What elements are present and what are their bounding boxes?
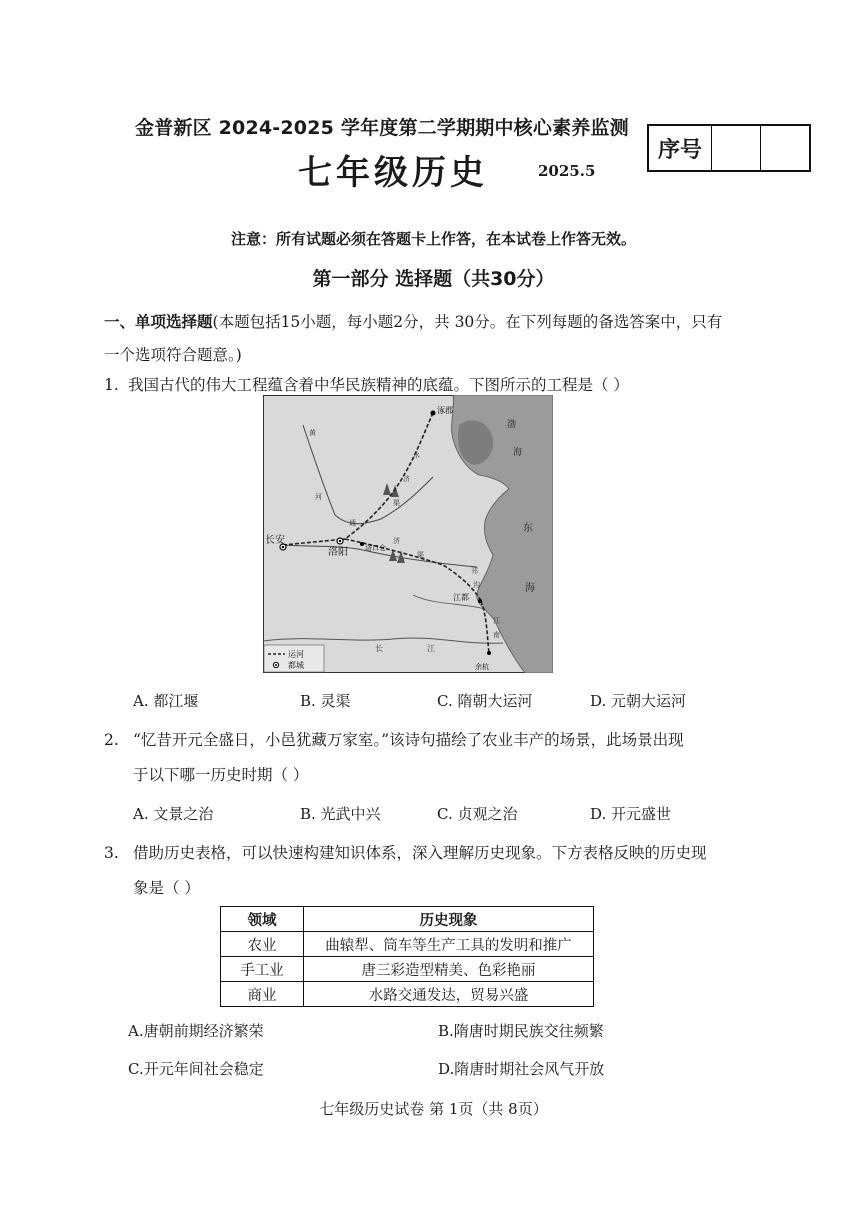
q2-option-b[interactable]: B. 光武中兴: [300, 805, 381, 823]
map-label-luoyang: 洛阳: [328, 547, 348, 558]
serial-label: 序号: [649, 126, 712, 170]
map-label-donghai-2: 海: [525, 583, 535, 594]
map-label-tongji-3: 渠: [417, 551, 424, 559]
q1-number: 1.: [104, 376, 119, 394]
table-cell: 水路交通发达，贸易兴盛: [304, 982, 594, 1007]
table-cell: 农业: [221, 932, 304, 957]
q2-option-a[interactable]: A. 文景之治: [133, 805, 214, 823]
table-cell: 曲辕犁、筒车等生产工具的发明和推广: [304, 932, 594, 957]
table-cell: 商业: [221, 982, 304, 1007]
serial-number-box: [647, 124, 811, 172]
map-label-zhuojun: 涿郡: [437, 406, 453, 415]
map-label-donghai-1: 东: [523, 523, 533, 534]
map-label-river-2: 河: [315, 493, 322, 501]
map-label-bohai-2: 海: [513, 448, 523, 458]
exam-title-line1: 金普新区 2024-2025 学年度第二学期期中核心素养监测: [135, 117, 629, 139]
q3-option-b[interactable]: B.隋唐时期民族交往频繁: [438, 1022, 604, 1040]
part-title: 第一部分 选择题（共30分）: [312, 268, 555, 290]
map-label-yongji-3: 渠: [393, 499, 400, 507]
legend-city: 都城: [288, 661, 304, 670]
q2-stem-a: “忆昔开元全盛日，小邑犹藏万家室。”该诗句描绘了农业丰产的场景，此场景出现: [133, 731, 684, 749]
map-label-yongji-2: 济: [403, 475, 410, 483]
q1-option-c[interactable]: C. 隋朝大运河: [437, 692, 533, 710]
q3-number: 3.: [104, 844, 119, 862]
q3-option-c[interactable]: C.开元年间社会稳定: [128, 1060, 264, 1078]
map-label-luokoucang: 洛口仓: [365, 544, 386, 552]
q2-option-d[interactable]: D. 开元盛世: [590, 805, 672, 823]
serial-cell[interactable]: [712, 126, 761, 170]
q3-stem-b: 象是（ ）: [133, 879, 200, 897]
map-label-hangou-2: 沟: [473, 581, 480, 589]
table-cell: 手工业: [221, 957, 304, 982]
map-legend: [264, 645, 324, 672]
map-label-jiang-1: 长: [375, 644, 383, 653]
table-cell: 唐三彩造型精美、色彩艳丽: [304, 957, 594, 982]
section-instruction-b: 一个选项符合题意。): [104, 346, 242, 364]
map-label-yongji-1: 永: [413, 451, 420, 459]
map-label-jiangdu: 江都: [453, 593, 469, 602]
q1-option-d[interactable]: D. 元朝大运河: [590, 692, 687, 710]
exam-date: 2025.5: [538, 162, 596, 180]
section-instruction: [104, 308, 764, 336]
map-label-yuhang: 余杭: [475, 663, 489, 671]
map-label-jiang-2: 江: [427, 644, 435, 653]
table-header: 历史现象: [304, 907, 594, 932]
table-row: [221, 957, 594, 982]
map-label-tongji-1: 通: [349, 519, 356, 527]
notice: 注意：所有试题必须在答题卡上作答，在本试卷上作答无效。: [230, 230, 636, 248]
sui-canal-map: [263, 395, 553, 673]
q2-number: 2.: [104, 731, 119, 749]
q3-option-a[interactable]: A.唐朝前期经济繁荣: [128, 1022, 264, 1040]
exam-title-subject: 七年级历史: [298, 153, 488, 193]
q3-stem-a: 借助历史表格，可以快速构建知识体系，深入理解历史现象。下方表格反映的历史现: [133, 844, 707, 862]
map-label-hangou-1: 邗: [471, 567, 478, 575]
table-row: [221, 932, 594, 957]
map-label-tongji-2: 济: [393, 537, 400, 545]
table-row: [221, 982, 594, 1007]
q2-stem-b: 于以下哪一历史时期（ ）: [133, 766, 309, 784]
q2-option-c[interactable]: C. 贞观之治: [437, 805, 518, 823]
q1-stem: 我国古代的伟大工程蕴含着中华民族精神的底蕴。下图所示的工程是（ ）: [128, 376, 629, 394]
q3-option-d[interactable]: D.隋唐时期社会风气开放: [438, 1060, 605, 1078]
map-label-changan: 长安: [265, 535, 285, 546]
serial-cell[interactable]: [761, 126, 809, 170]
table-header: 领域: [221, 907, 304, 932]
table-header-row: [221, 907, 594, 932]
map-label-jiangnan-1: 江: [493, 617, 500, 625]
q1-option-b[interactable]: B. 灵渠: [300, 692, 351, 710]
history-table: [220, 906, 594, 1007]
map-label-river-1: 黄: [309, 429, 316, 437]
page-footer: 七年级历史试卷 第 1页（共 8页）: [319, 1100, 548, 1118]
q1-option-a[interactable]: A. 都江堰: [133, 692, 199, 710]
section-heading: 一、单项选择题: [104, 312, 213, 331]
legend-canal: 运河: [288, 650, 304, 659]
section-instruction-a: (本题包括15小题，每小题2分，共 30分。在下列每题的备选答案中，只有: [212, 313, 723, 331]
map-label-bohai-1: 渤: [507, 420, 517, 430]
map-label-jiangnan-2: 南: [493, 631, 500, 639]
